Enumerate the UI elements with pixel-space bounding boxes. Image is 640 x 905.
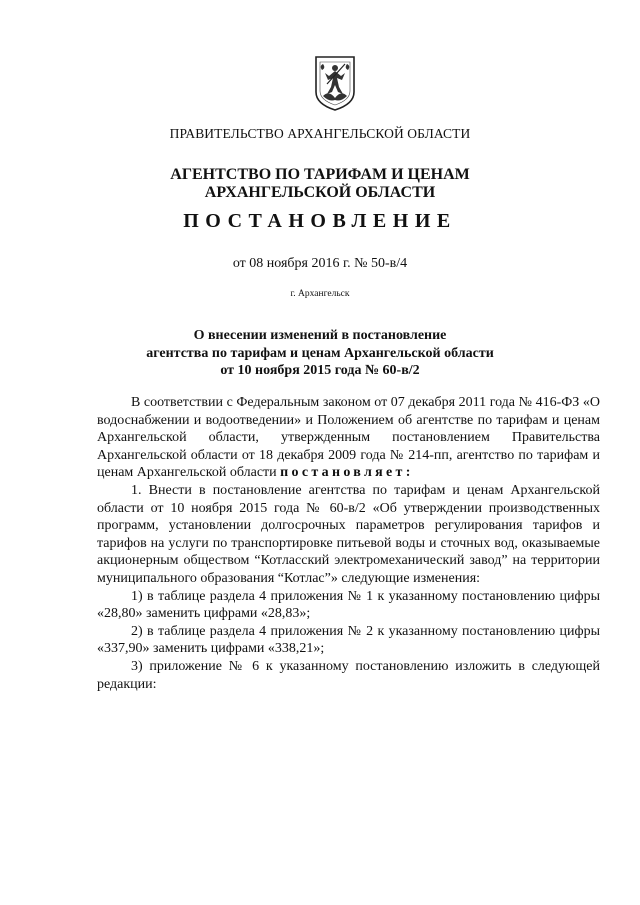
resolves-word: постановляет: — [280, 465, 414, 481]
subitem-3-paragraph: 3) приложение № 6 к указанному постановлению изложить в следующей редакции: — [97, 658, 600, 692]
government-name: ПРАВИТЕЛЬСТВО АРХАНГЕЛЬСКОЙ ОБЛАСТИ — [169, 126, 471, 141]
preamble-text: В соответствии с Федеральным законом от 07 декабря 2011 года № 416-ФЗ «О водоснабжении и водоотведении» и Положением об агентстве по тарифам и ценам Архангельской области, утвержденным постановлением Правительства Архангельской области от 18 декабря 2009 года № 214-пп, агентство по тарифам и ценам Архангельской области — [97, 395, 600, 481]
document-type-title: ПОСТАНОВЛЕНИЕ — [183, 210, 457, 232]
subject-line2: агентства по тарифам и ценам Архангельской области — [146, 345, 494, 361]
decree-date-number: от 08 ноября 2016 г. № 50-в/4 — [232, 256, 408, 271]
preamble-paragraph — [97, 394, 600, 482]
city-name: г. Архангельск — [290, 289, 350, 299]
agency-name-line2: АРХАНГЕЛЬСКОЙ ОБЛАСТИ — [204, 184, 436, 201]
subject-line3: от 10 ноября 2015 года № 60-в/2 — [220, 363, 420, 378]
agency-name — [60, 166, 580, 202]
subject-line1: О внесении изменений в постановление — [193, 328, 447, 343]
subitem-2-paragraph: 2) в таблице раздела 4 приложения № 2 к указанному постановлению цифры «337,90» заменить цифрами «338,21»; — [97, 623, 600, 657]
agency-name-line1: АГЕНТСТВО ПО ТАРИФАМ И ЦЕНАМ — [170, 166, 470, 183]
decree-body — [97, 394, 600, 693]
decree-subject — [60, 327, 580, 380]
coat-of-arms-icon — [313, 54, 357, 112]
item-1-paragraph: 1. Внести в постановление агентства по тарифам и ценам Архангельской области от 10 ноября 2015 года № 60-в/2 «Об утверждении производственных программ, установлении долгосрочных параметров регулирования тарифов и тарифов на услуги по транспортировке питьевой воды и сточных вод, оказываемые акционерным обществом “Котласский электромеханический завод” на территории муниципального образования “Котлас”» следующие изменения: — [97, 482, 600, 586]
subitem-1-paragraph: 1) в таблице раздела 4 приложения № 1 к указанному постановлению цифры «28,80» заменить цифрами «28,83»; — [97, 588, 600, 622]
